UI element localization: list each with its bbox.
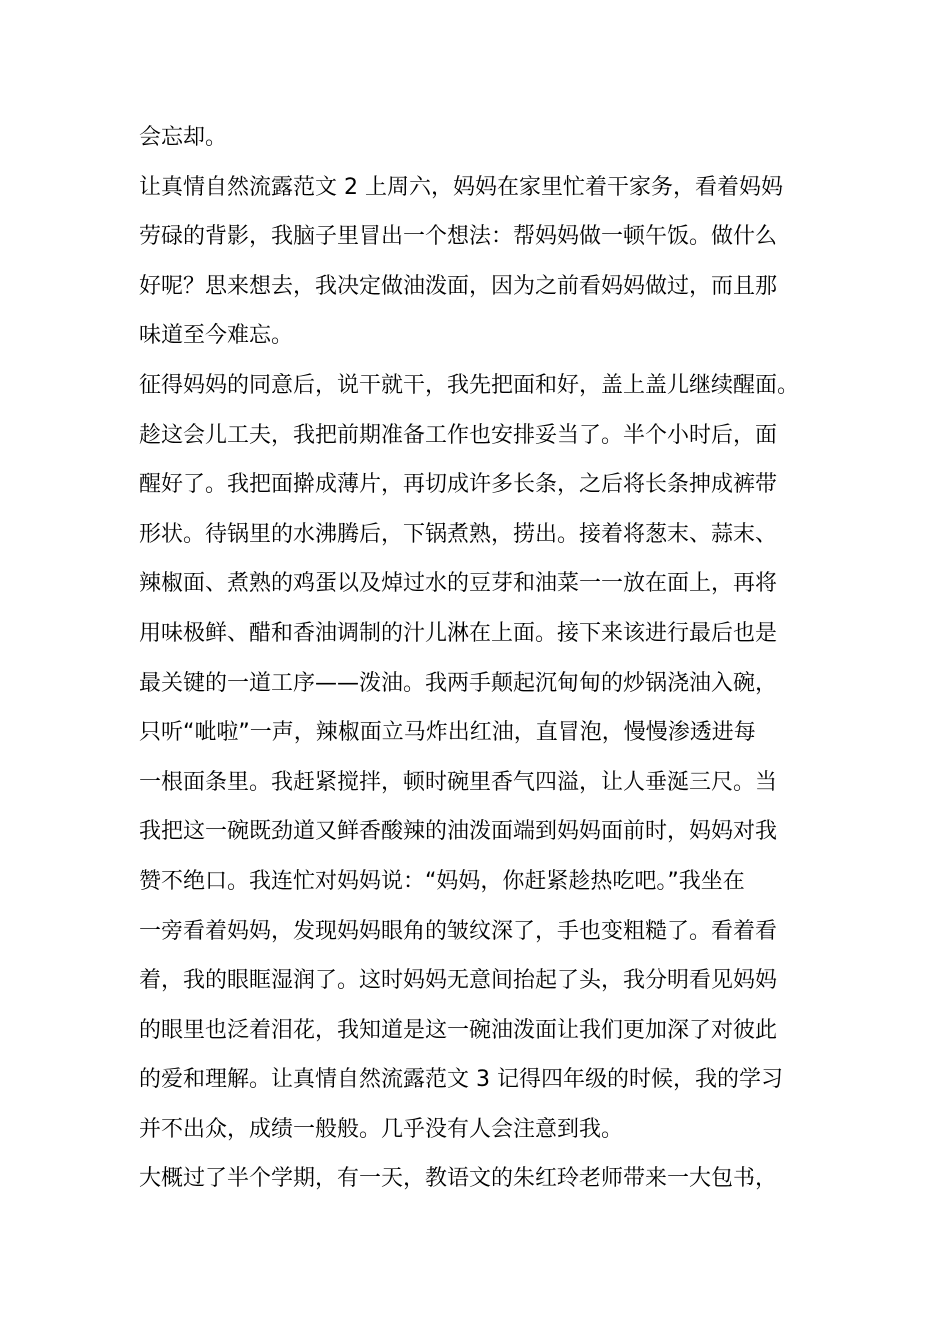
text-line-2: 让真情自然流露范文 2 上周六，妈妈在家里忙着干家务，看着妈妈 — [139, 174, 783, 200]
text-line-3: 劳碌的背影，我脑子里冒出一个想法：帮妈妈做一顿午饭。做什么 — [139, 224, 778, 250]
text-line-5: 味道至今难忘。 — [139, 323, 294, 349]
text-line-10: 辣椒面、煮熟的鸡蛋以及焯过水的豆芽和油菜一一放在面上，再将 — [139, 571, 778, 597]
text-line-7: 趁这会儿工夫，我把前期准备工作也安排妥当了。半个小时后，面 — [139, 422, 778, 448]
text-line-15: 我把这一碗既劲道又鲜香酸辣的油泼面端到妈妈面前时，妈妈对我 — [139, 819, 778, 845]
text-line-9: 形状。待锅里的水沸腾后，下锅煮熟，捞出。接着将葱末、蒜末、 — [139, 521, 778, 547]
text-line-16: 赞不绝口。我连忙对妈妈说：“妈妈，你赶紧趁热吃吧。”我坐在 — [139, 868, 745, 894]
text-line-19: 的眼里也泛着泪花，我知道是这一碗油泼面让我们更加深了对彼此 — [139, 1017, 778, 1043]
text-line-12: 最关键的一道工序——泼油。我两手颠起沉甸甸的炒锅浇油入碗， — [139, 670, 778, 696]
body-text — [139, 113, 839, 1204]
text-line-1: 会忘却。 — [139, 125, 228, 150]
text-line-22: 大概过了半个学期，有一天，教语文的朱红玲老师带来一大包书， — [139, 1166, 778, 1192]
text-line-21: 并不出众，成绩一般般。几乎没有人会注意到我。 — [139, 1116, 624, 1142]
text-line-13: 只听“呲啦”一声，辣椒面立马炸出红油，直冒泡，慢慢渗透进每 — [139, 720, 756, 746]
text-line-8: 醒好了。我把面擀成薄片，再切成许多长条，之后将长条抻成裤带 — [139, 472, 778, 498]
text-line-4: 好呢？思来想去，我决定做油泼面，因为之前看妈妈做过，而且那 — [139, 273, 778, 299]
text-line-11: 用味极鲜、醋和香油调制的汁儿淋在上面。接下来该进行最后也是 — [139, 620, 778, 646]
text-line-17: 一旁看着妈妈，发现妈妈眼角的皱纹深了，手也变粗糙了。看着看 — [139, 918, 778, 944]
text-line-18: 着，我的眼眶湿润了。这时妈妈无意间抬起了头，我分明看见妈妈 — [139, 968, 778, 994]
text-line-20: 的爱和理解。让真情自然流露范文 3 记得四年级的时候，我的学习 — [139, 1067, 783, 1093]
text-line-14: 一根面条里。我赶紧搅拌，顿时碗里香气四溢，让人垂涎三尺。当 — [139, 769, 778, 795]
text-line-6: 征得妈妈的同意后，说干就干，我先把面和好，盖上盖儿继续醒面。 — [139, 372, 800, 398]
